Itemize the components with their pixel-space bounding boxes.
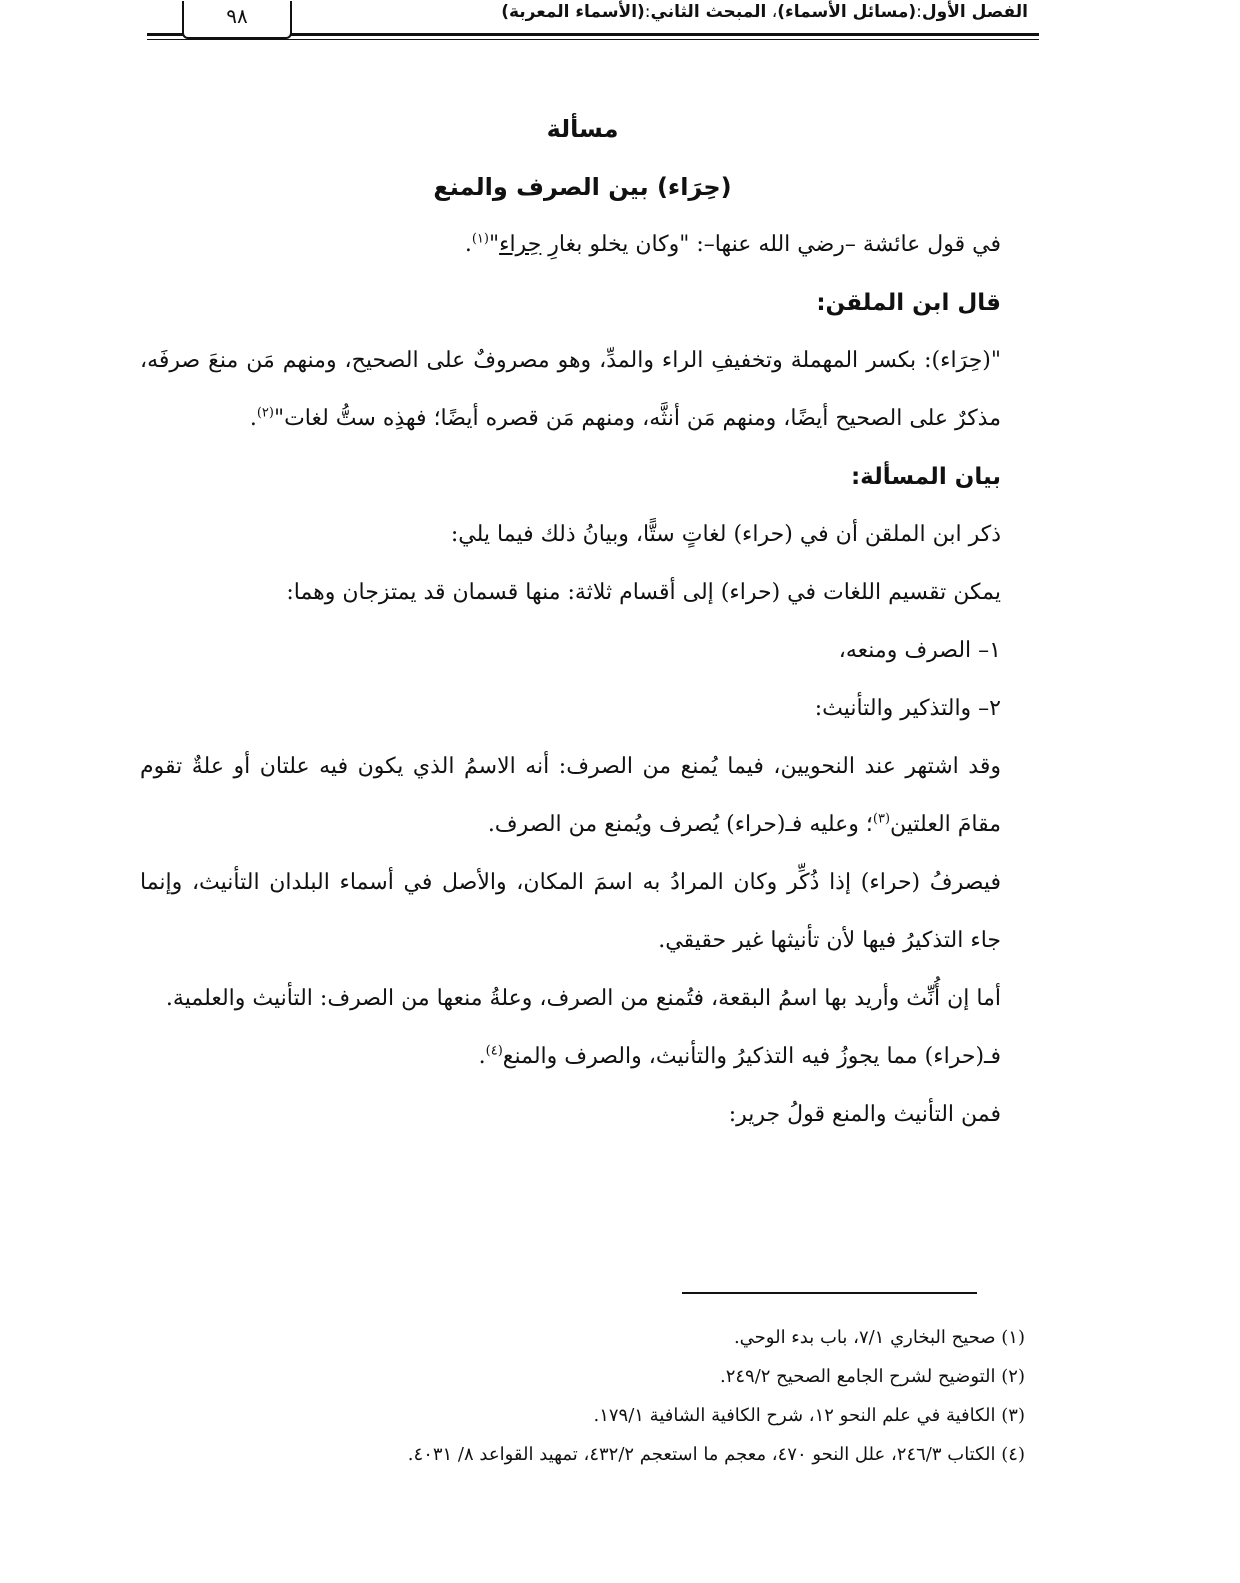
page-number: ٩٨ <box>182 1 292 39</box>
issue-title: (حِرَاء) بين الصرف والمنع <box>433 173 732 201</box>
footnotes <box>140 1318 1025 1474</box>
header-colon-1: : <box>916 2 922 22</box>
paragraph-4: فيصرفُ (حراء) إذا ذُكِّر وكان المرادُ به اسمَ المكان، والأصل في أسماء البلدان التأنيث، وإنما جاء التذكيرُ فيها لأن تأنيثها غير حقيقي. <box>140 870 1001 953</box>
paragraph-7: فمن التأنيث والمنع قولُ جرير: <box>728 1102 1001 1127</box>
intro-end: . <box>464 232 472 257</box>
footnote-1: (١) صحيح البخاري ٧/١، باب بدء الوحي. <box>733 1327 1025 1348</box>
header-section-topic: (الأسماء المعربة) <box>501 2 645 22</box>
issue-label: مسألة <box>546 115 619 143</box>
intro-underlined-word: حِراء <box>499 232 542 257</box>
header-rule-thin <box>147 39 1039 40</box>
intro-text: في قول عائشة –رضي الله عنها–: "وكان يخلو بغارِ <box>541 232 1001 257</box>
quote-end: . <box>249 406 257 431</box>
header-comma: ، <box>766 2 778 22</box>
paragraph-3-end: ؛ وعليه فـ(حراء) يُصرف ويُمنع من الصرف. <box>487 812 873 837</box>
intro-quote-close: " <box>488 232 500 257</box>
main-body <box>140 100 1025 1144</box>
footnote-separator <box>682 1292 977 1294</box>
quote-paragraph <box>140 332 1025 448</box>
footnote-ref-3: (٣) <box>872 811 891 827</box>
footnote-2: (٢) التوضيح لشرح الجامع الصحيح ٢٤٩/٢. <box>719 1366 1025 1387</box>
quote-heading: قال ابن الملقن: <box>816 290 1001 316</box>
paragraph-2: يمكن تقسيم اللغات في (حراء) إلى أقسام ثلاثة: منها قسمان قد يمتزجان وهما: <box>286 580 1001 605</box>
header-section: المبحث الثاني <box>650 2 767 22</box>
footnote-ref-4: (٤) <box>485 1043 503 1059</box>
footnote-ref-2: (٢) <box>256 405 274 421</box>
footnote-4: (٤) الكتاب ٢٤٦/٣، علل النحو ٤٧٠، معجم ما استعجم ٤٣٢/٢، تمهيد القواعد ٨/ ٤٠٣١. <box>407 1444 1025 1465</box>
footnote-3: (٣) الكافية في علم النحو ١٢، شرح الكافية الشافية ١٧٩/١. <box>593 1405 1025 1426</box>
paragraph-6-end: . <box>478 1044 486 1069</box>
paragraph-1: ذكر ابن الملقن أن في (حراء) لغاتٍ ستًّا، وبيانُ ذلك فيما يلي: <box>450 522 1001 547</box>
header-chapter-topic: (مسائل الأسماء) <box>777 2 917 22</box>
list-item-1: ١– الصرف ومنعه، <box>838 638 1001 663</box>
intro-paragraph <box>140 216 1025 274</box>
list-item-2: ٢– والتذكير والتأنيث: <box>814 696 1001 721</box>
explanation-heading: بيان المسألة: <box>850 464 1001 490</box>
running-header <box>501 2 1028 22</box>
quote-text: "(حِرَاء): بكسر المهملة وتخفيفِ الراء والمدِّ، وهو مصروفٌ على الصحيح، ومنهم مَن منعَ صرفَه، مذكرٌ على الصحيح أيضًا، ومنهم مَن أنثَّه، ومنهم مَن قصره أيضًا؛ فهذِه ستُّ لغات" <box>140 348 1002 431</box>
paragraph-3 <box>140 738 1025 854</box>
paragraph-5: أما إن أُنِّث وأريد بها اسمُ البقعة، فتُمنع من الصرف، وعلةُ منعها من الصرف: التأنيث والعلمية. <box>165 986 1001 1011</box>
paragraph-6 <box>140 1028 1025 1086</box>
paragraph-6-text: فـ(حراء) مما يجوزُ فيه التذكيرُ والتأنيث، والصرف والمنع <box>502 1044 1001 1069</box>
footnote-ref-1: (١) <box>471 231 489 247</box>
paragraph-3-text: وقد اشتهر عند النحويين، فيما يُمنع من الصرف: أنه الاسمُ الذي يكون فيه علتان أو علةٌ تقوم مقامَ العلتين <box>140 754 1001 837</box>
header-colon-2: : <box>644 2 651 22</box>
header-chapter: الفصل الأول <box>921 2 1028 22</box>
